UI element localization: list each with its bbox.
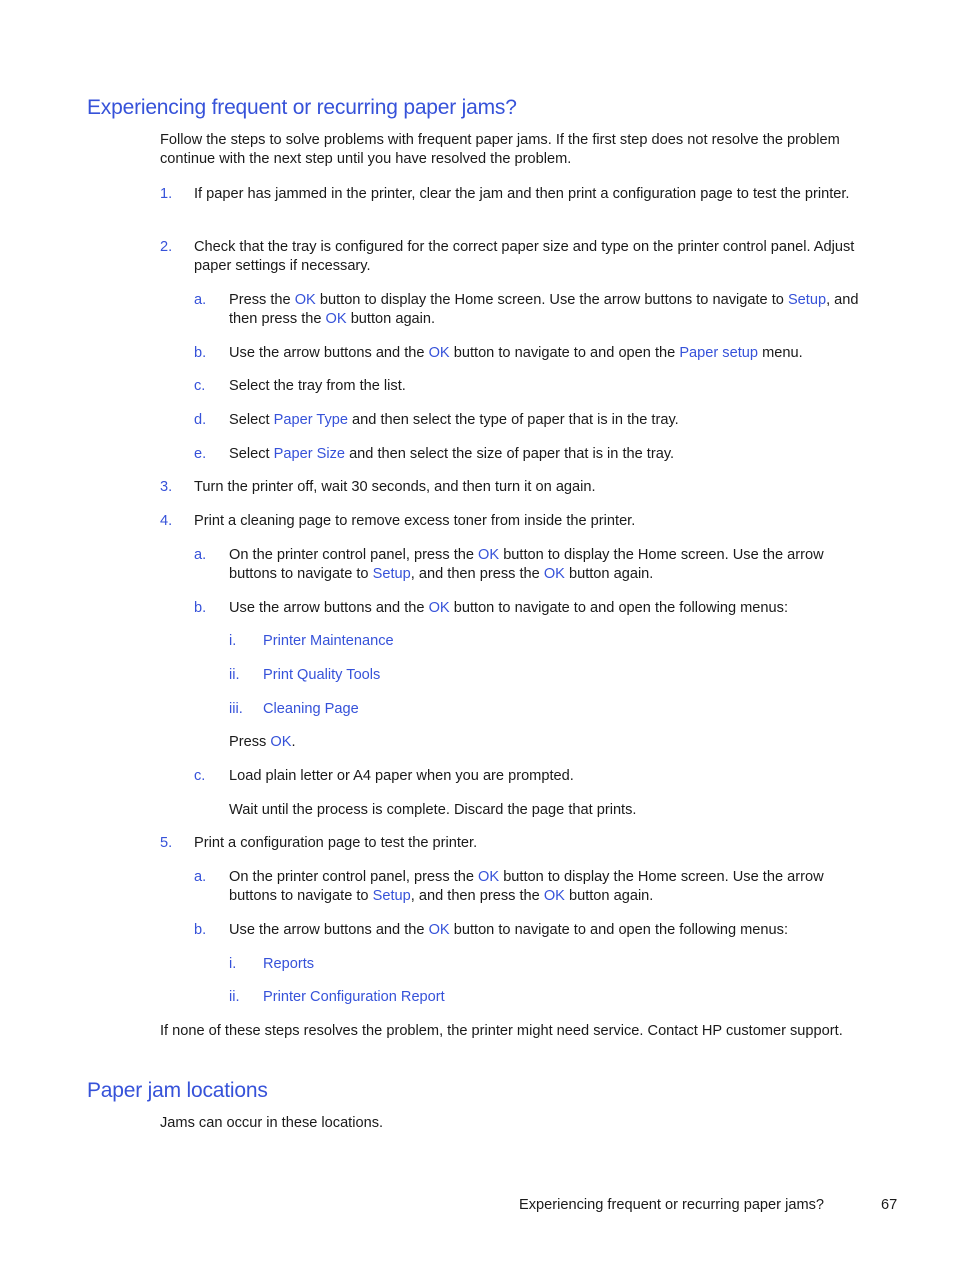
step-5-number: 5. [160,835,173,851]
step-4c-letter: c. [194,768,206,784]
menu-cleaning-page: Cleaning Page [263,701,359,717]
ok-button-ref: OK [428,922,450,938]
step-2d-text: Select Paper Type and then select the type of paper that is in the tray. [229,412,679,428]
setup-menu-ref: Setup [372,566,411,582]
menu-printer-maintenance: Printer Maintenance [263,633,394,649]
setup-menu-ref: Setup [372,888,411,904]
footer-section-title: Experiencing frequent or recurring paper jams? [519,1197,825,1213]
ok-button-ref: OK [428,345,450,361]
step-4-text: Print a cleaning page to remove excess toner from inside the printer. [194,513,636,529]
step-5b-letter: b. [194,922,207,938]
step-2b-letter: b. [194,345,207,361]
step-4c-note: Wait until the process is complete. Discard the page that prints. [229,802,637,818]
step-2-text: Check that the tray is configured for the correct paper size and type on the printer control panel. Adjust paper settings if necessary. [194,239,855,274]
section-heading-jam-locations: Paper jam locations [87,1079,268,1102]
section-heading-recurring-jams: Experiencing frequent or recurring paper jams? [87,96,517,119]
step-5b-text: Use the arrow buttons and the OK button to navigate to and open the following menus: [229,922,789,938]
ok-button-ref: OK [325,311,347,327]
step-5-text: Print a configuration page to test the printer. [194,835,478,851]
menu-item-numeral: iii. [229,701,243,717]
step-4a-letter: a. [194,547,207,563]
ok-button-ref: OK [478,869,500,885]
ok-button-ref: OK [478,547,500,563]
step-2e-text: Select Paper Size and then select the size of paper that is in the tray. [229,446,675,462]
closing-paragraph: If none of these steps resolves the problem, the printer might need service. Contact HP customer support. [160,1023,843,1039]
step-4a-text: On the printer control panel, press the OK button to display the Home screen. Use the arrow buttons to navigate to Setup, and then press the OK button again. [229,547,824,582]
ok-button-ref: OK [270,734,292,750]
step-5a-letter: a. [194,869,207,885]
step-4c-text: Load plain letter or A4 paper when you are prompted. [229,768,574,784]
step-1-number: 1. [160,186,173,202]
setup-menu-ref: Setup [787,292,827,308]
step-4b-letter: b. [194,600,207,616]
ok-button-ref: OK [294,292,316,308]
menu-item-numeral: i. [229,633,237,649]
step-2a-letter: a. [194,292,207,308]
step-4b-text: Use the arrow buttons and the OK button to navigate to and open the following menus: [229,600,789,616]
ok-button-ref: OK [428,600,450,616]
menu-item-numeral: i. [229,956,237,972]
step-2b-text: Use the arrow buttons and the OK button to navigate to and open the Paper setup menu. [229,345,803,361]
ok-button-ref: OK [543,566,565,582]
step-4-number: 4. [160,513,173,529]
step-2a-text: Press the OK button to display the Home screen. Use the arrow buttons to navigate to Setup, and then press the OK button again. [229,292,859,327]
menu-item-numeral: ii. [229,667,240,683]
step-1-text: If paper has jammed in the printer, clear the jam and then print a configuration page to test the printer. [194,186,850,202]
step-3-number: 3. [160,479,173,495]
paper-size-menu-ref: Paper Size [273,446,346,462]
paper-type-menu-ref: Paper Type [273,412,348,428]
ok-button-ref: OK [543,888,565,904]
menu-printer-configuration-report: Printer Configuration Report [263,989,445,1005]
page-number: 67 [881,1197,898,1213]
menu-reports: Reports [263,956,315,972]
step-2c-letter: c. [194,378,206,394]
step-5a-text: On the printer control panel, press the OK button to display the Home screen. Use the arrow buttons to navigate to Setup, and then press the OK button again. [229,869,824,904]
press-ok-note: Press OK. [229,734,296,750]
step-2-number: 2. [160,239,173,255]
step-2e-letter: e. [194,446,207,462]
step-3-text: Turn the printer off, wait 30 seconds, and then turn it on again. [194,479,596,495]
step-2c-text: Select the tray from the list. [229,378,406,394]
menu-item-numeral: ii. [229,989,240,1005]
step-2d-letter: d. [194,412,207,428]
intro-paragraph: Follow the steps to solve problems with frequent paper jams. If the first step does not resolve the problem continue with the next step until you have resolved the problem. [160,132,840,167]
menu-print-quality-tools: Print Quality Tools [263,667,381,683]
jam-locations-intro: Jams can occur in these locations. [160,1115,384,1131]
paper-setup-menu-ref: Paper setup [679,345,759,361]
